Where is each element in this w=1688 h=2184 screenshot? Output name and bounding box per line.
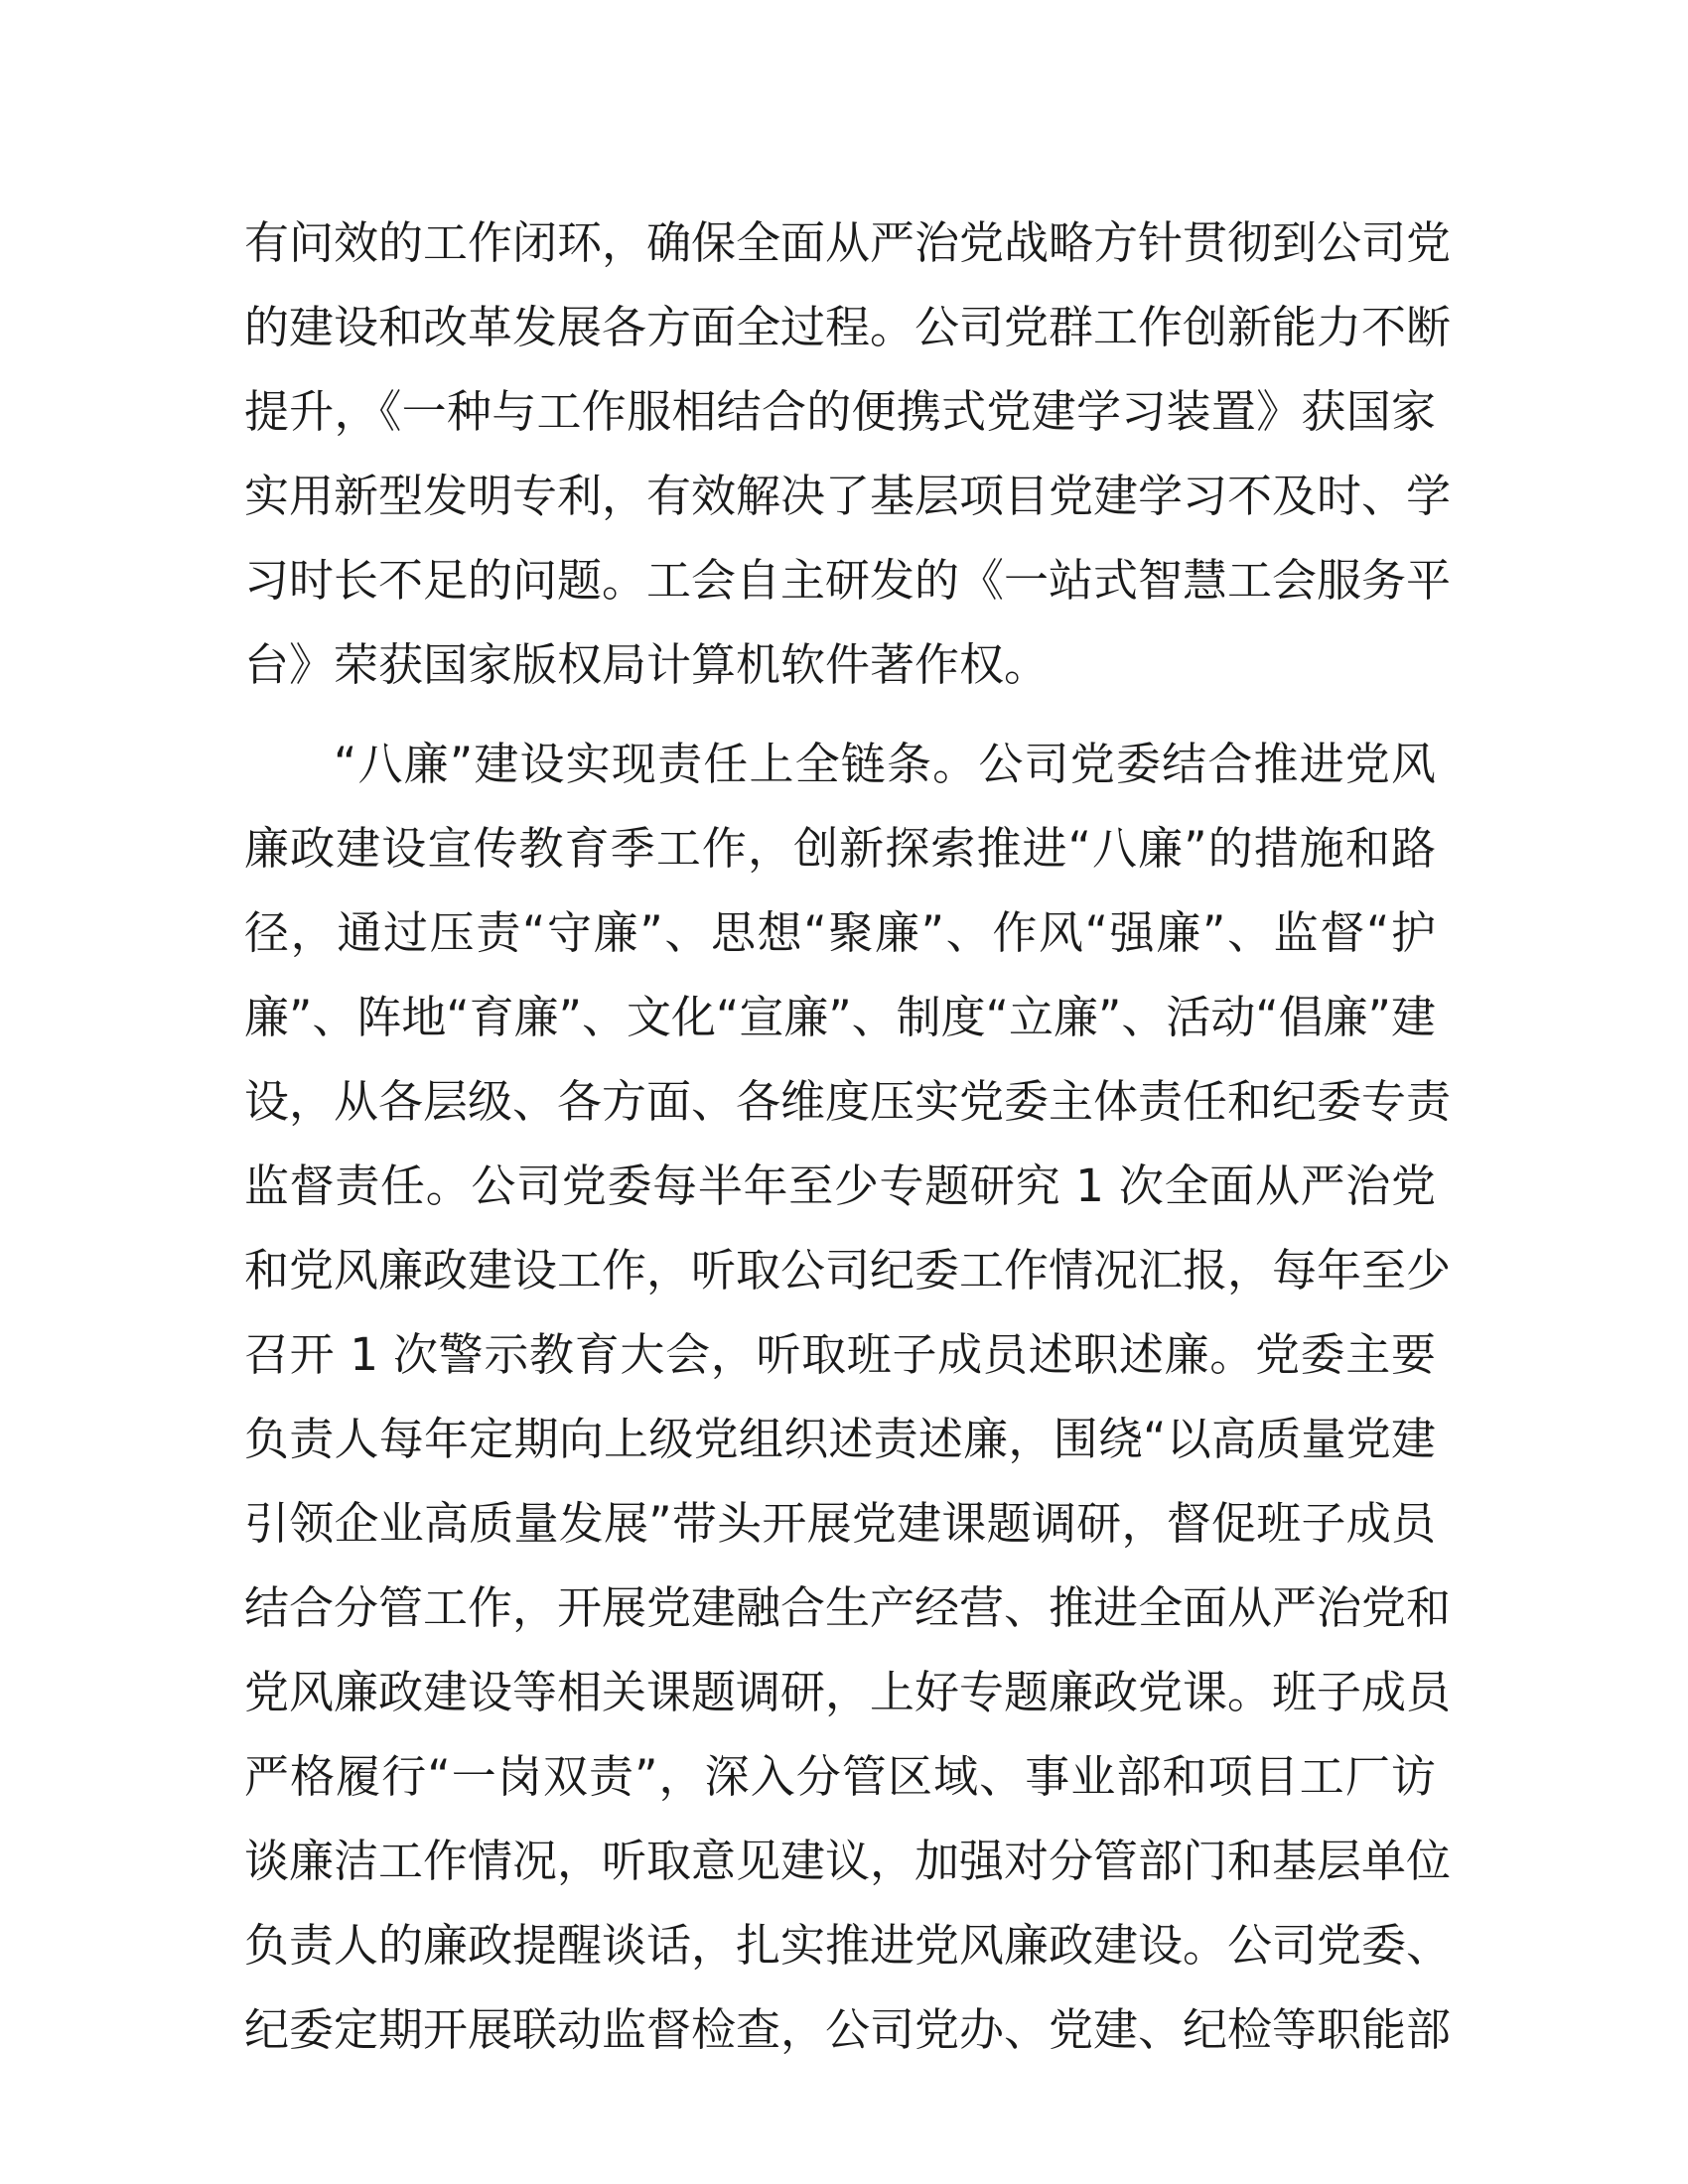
text-line: 廉政建设宣传教育季工作，创新探索推进“八廉”的措施和路 [244,822,1436,875]
text-line: 谈廉洁工作情况，听取意见建议，加强对分管部门和基层单位 [244,1835,1452,1887]
text-line: 台》荣获国家版权局计算机软件著作权。 [244,638,1050,691]
text-line: 纪委定期开展联动监督检查，公司党办、党建、纪检等职能部 [244,2003,1452,2056]
text-line: 召开 1 次警示教育大会，听取班子成员述职述廉。党委主要 [244,1328,1436,1381]
text-line: 设，从各层级、各方面、各维度压实党委主体责任和纪委专责 [244,1075,1452,1128]
text-line: 引领企业高质量发展”带头开展党建课题调研，督促班子成员 [244,1497,1436,1550]
text-line: 提升，《一种与工作服相结合的便携式党建学习装置》获国家 [244,385,1436,438]
text-line: 径，通过压责“守廉”、思想“聚廉”、作风“强廉”、监督“护 [244,906,1436,959]
text-line: 严格履行“一岗双责”，深入分管区域、事业部和项目工厂访 [244,1750,1436,1803]
text-line: 负责人每年定期向上级党组织述责述廉，围绕“以高质量党建 [244,1413,1436,1465]
text-line: “八廉”建设实现责任上全链条。公司党委结合推进党风 [334,738,1436,790]
text-line: 实用新型发明专利，有效解决了基层项目党建学习不及时、学 [244,470,1452,522]
text-line: 监督责任。公司党委每半年至少专题研究 1 次全面从严治党 [244,1160,1436,1212]
text-line: 和党风廉政建设工作，听取公司纪委工作情况汇报，每年至少 [244,1244,1452,1297]
text-line: 的建设和改革发展各方面全过程。公司党群工作创新能力不断 [244,301,1452,353]
text-line: 党风廉政建设等相关课题调研，上好专题廉政党课。班子成员 [244,1666,1452,1718]
text-line: 负责人的廉政提醒谈话，扎实推进党风廉政建设。公司党委、 [244,1919,1452,1972]
text-line: 有问效的工作闭环，确保全面从严治党战略方针贯彻到公司党 [244,216,1452,269]
text-line: 廉”、阵地“育廉”、文化“宣廉”、制度“立廉”、活动“倡廉”建 [244,991,1436,1043]
text-line: 习时长不足的问题。工会自主研发的《一站式智慧工会服务平 [244,554,1452,607]
text-line: 结合分管工作，开展党建融合生产经营、推进全面从严治党和 [244,1581,1452,1634]
